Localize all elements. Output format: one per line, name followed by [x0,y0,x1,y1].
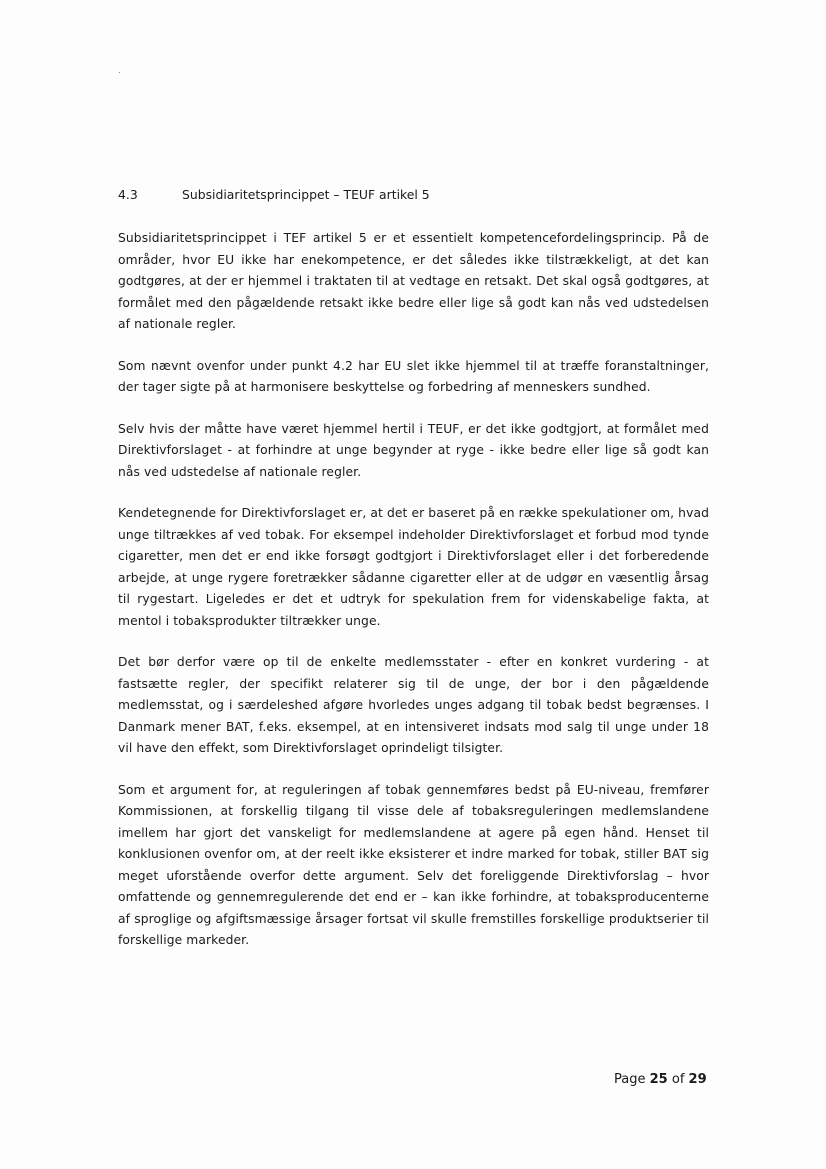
section-heading [118,187,430,202]
page-footer [614,1072,707,1087]
paragraph: Som nævnt ovenfor under punkt 4.2 har EU slet ikke hjemmel til at træffe foranstaltninger, der tager sigte på at harmonisere beskyttelse og forbedring af menneskers sundhed. [118,358,709,394]
paragraph: Subsidiaritetsprincippet i TEF artikel 5 er et essentielt kompetencefordelingsprincip. På de områder, hvor EU ikke har enekompetence, er det således ikke tilstrækkeligt, at det kan godtgøres, at der er hjemmel i traktaten til at vedtage en retsakt. Det skal også godtgøres, at formålet med den pågældende retsakt ikke bedre eller lige så godt kan nås ved udstedelsen af nationale regler. [118,231,709,331]
total-pages-number: 29 [688,1072,707,1087]
scan-speck [119,72,120,73]
current-page-number: 25 [649,1072,668,1087]
page-label: Page [614,1072,646,1087]
of-label: of [671,1072,685,1087]
paragraph: Som et argument for, at reguleringen af tobak gennemføres bedst på EU-niveau, fremfører Kommissionen, at forskellig tilgang til visse dele af tobaksreguleringen medlemslandene imellem har gjort det vanskeligt for medlemslandene at agere på egen hånd. Henset til konklusionen ovenfor om, at der reelt ikke eksisterer et indre marked for tobak, stiller BAT sig meget uforstående overfor dette argument. Selv det foreliggende Direktivforslag – hvor omfattende og gennemregulerende det end er – kan ikke forhindre, at tobaksproducenterne af sproglige og afgiftsmæssige årsager fortsat vil skulle fremstilles forskellige produktserier til forskellige markeder. [118,782,709,947]
body-text [118,228,709,972]
section-title: Subsidiaritetsprincippet – TEUF artikel 5 [182,187,430,202]
paragraph: Det bør derfor være op til de enkelte medlemsstater - efter en konkret vurdering - at fastsætte regler, der specifikt relaterer sig til de unge, der bor i den pågældende medlemsstat, og i særdeleshed afgøre hvorledes unges adgang til tobak bedst begrænses. I Danmark mener BAT, f.eks. eksempel, at en intensiveret indsats mod salg til unge under 18 vil have den effekt, som Direktivforslaget oprindeligt tilsigter. [118,655,709,755]
paragraph: Selv hvis der måtte have været hjemmel hertil i TEUF, er det ikke godtgjort, at formålet med Direktivforslaget - at forhindre at unge begynder at ryge - ikke bedre eller lige så godt kan nås ved udstedelse af nationale regler. [118,421,709,479]
paragraph: Kendetegnende for Direktivforslaget er, at det er baseret på en række spekulationer om, hvad unge tiltrækkes af ved tobak. For eksempel indeholder Direktivforslaget et forbud mod tynde cigaretter, men det er end ikke forsøgt godtgjort i Direktivforslaget eller i det forberedende arbejde, at unge rygere foretrækker sådanne cigaretter eller at de udgør en væsentlig årsag til rygestart. Ligeledes er det et udtryk for spekulation frem for videnskabelige fakta, at mentol i tobaksprodukter tiltrækker unge. [118,506,709,628]
section-number: 4.3 [118,187,138,202]
